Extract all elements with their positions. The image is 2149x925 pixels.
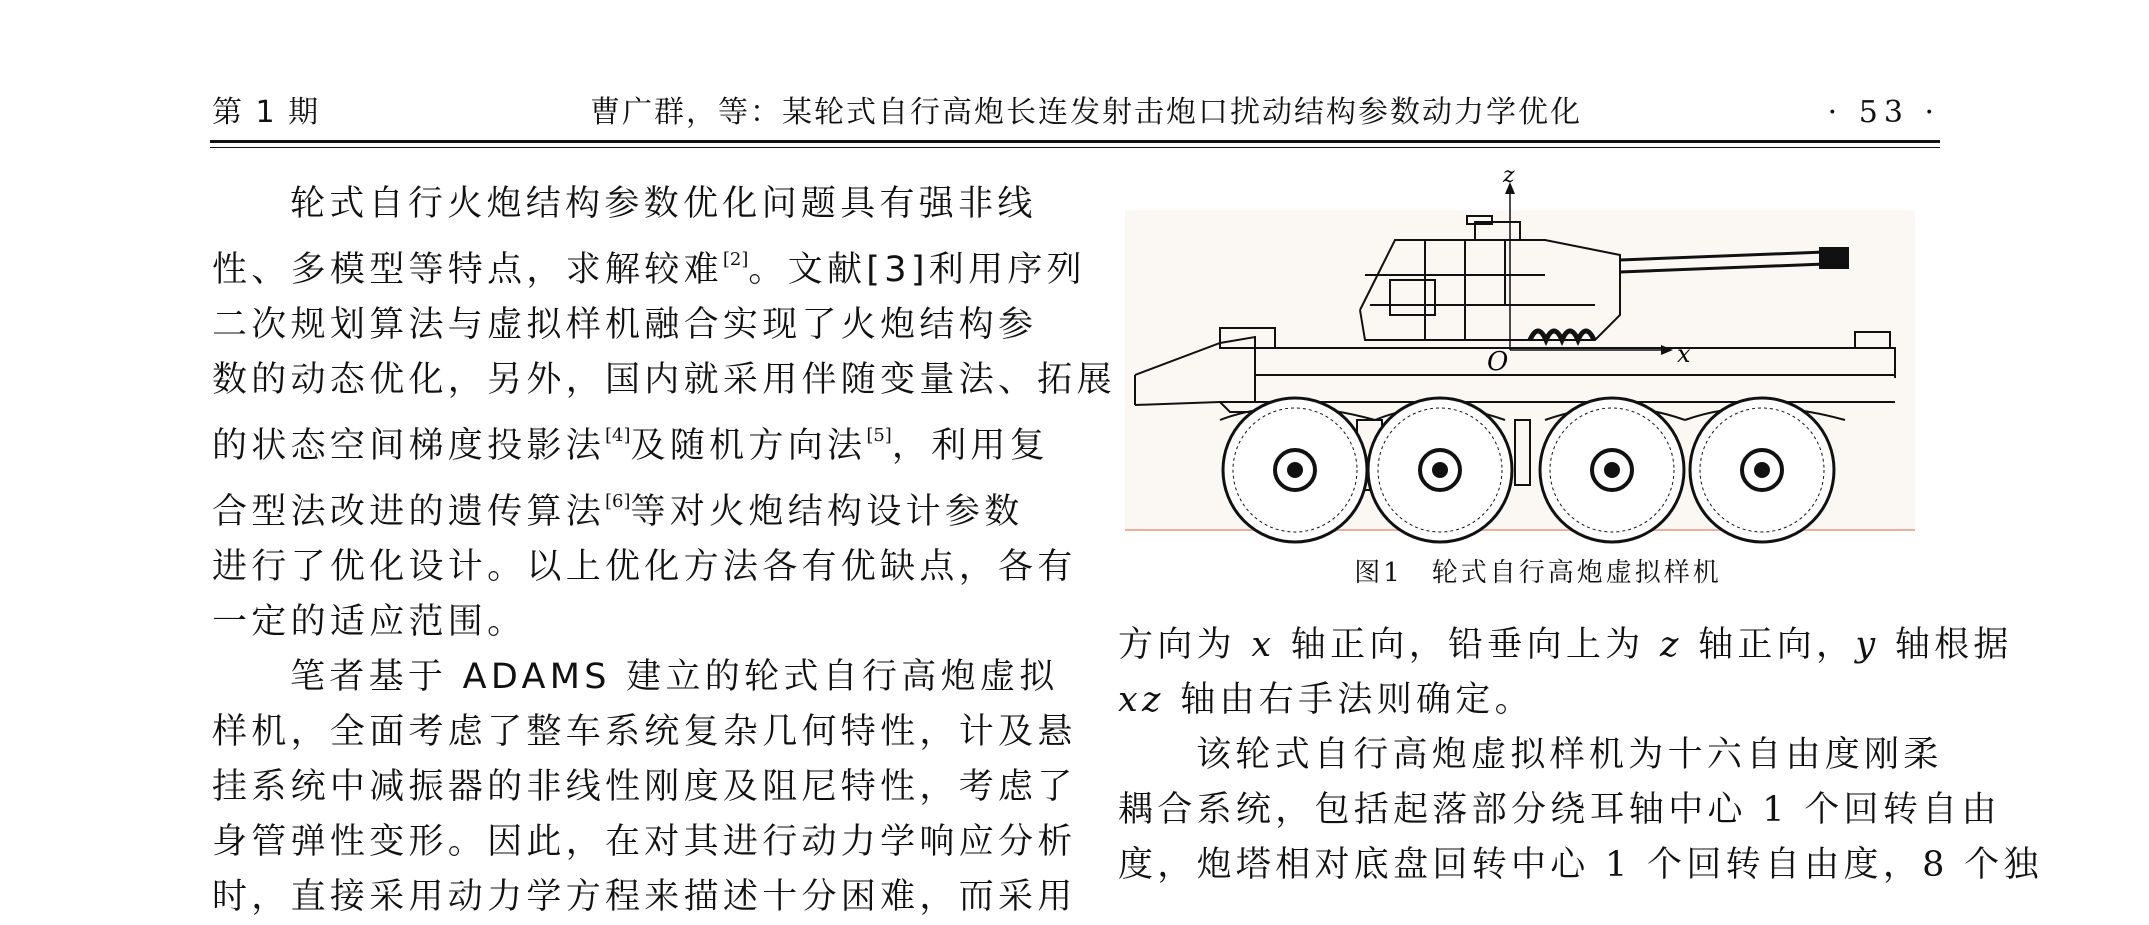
wheel (1690, 398, 1834, 542)
wheel (1540, 398, 1684, 542)
citation: [4] (605, 425, 631, 446)
citation: [6] (605, 491, 631, 512)
text-line: 时，直接采用动力学方程来描述十分困难，而采用 (212, 877, 1077, 917)
text-line: 合型法改进的遗传算法[6]等对火炮结构设计参数 (212, 491, 1024, 532)
text-line: 进行了优化设计。以上优化方法各有优缺点，各有 (212, 547, 1077, 587)
origin-label: O (1487, 347, 1509, 377)
right-column (1118, 618, 2043, 893)
text-line: xz 轴由右手法则确定。 (1118, 680, 1534, 720)
figure-caption: 图1 轮式自行高炮虚拟样机 (1354, 558, 1722, 588)
text-line: 笔者基于 ADAMS 建立的轮式自行高炮虚拟 (290, 657, 1059, 697)
page-number: · 53 · (1827, 95, 1940, 130)
text-line: 一定的适应范围。 (212, 602, 527, 642)
text-line: 挂系统中减振器的非线性刚度及阻尼特性，考虑了 (212, 767, 1077, 807)
text-line: 轮式自行火炮结构参数优化问题具有强非线 (290, 184, 1037, 224)
text-line: 方向为 x 轴正向，铅垂向上为 z 轴正向，y 轴根据 (1118, 625, 2013, 665)
vehicle-drawing (1125, 163, 1915, 550)
left-column (212, 177, 1116, 925)
citation: [2] (722, 249, 749, 270)
text-line: 该轮式自行高炮虚拟样机为十六自由度刚柔 (1196, 735, 1943, 775)
header-rule-thin (210, 147, 1940, 148)
wheel (1223, 398, 1367, 542)
running-header (210, 88, 1940, 138)
figure-virtual-prototype (1125, 163, 1915, 550)
header-rule-thick (210, 140, 1940, 143)
axis-label-x: x (1677, 340, 1691, 368)
text-line: 身管弹性变形。因此，在对其进行动力学响应分析 (212, 822, 1077, 862)
text-line: 数的动态优化，另外，国内就采用伴随变量法、拓展 (212, 360, 1116, 400)
text-line: 性、多模型等特点，求解较难[2]。文献[3]利用序列 (212, 249, 1086, 290)
axis-label-z: z (1503, 163, 1515, 188)
text-line: 二次规划算法与虚拟样机融合实现了火炮结构参 (212, 305, 1038, 345)
issue-number: 第 1 期 (212, 95, 321, 130)
running-title: 曹广群，等：某轮式自行高炮长连发射击炮口扰动结构参数动力学优化 (590, 95, 1582, 130)
text-line: 耦合系统，包括起落部分绕耳轴中心 1 个回转自由 (1118, 790, 2001, 830)
text-line: 度，炮塔相对底盘回转中心 1 个回转自由度，8 个独 (1118, 845, 2043, 885)
text-line: 的状态空间梯度投影法[4]及随机方向法[5]，利用复 (212, 425, 1050, 466)
wheel (1368, 398, 1512, 542)
text-line: 样机，全面考虑了整车系统复杂几何特性，计及悬 (212, 712, 1077, 752)
citation: [5] (866, 425, 892, 446)
